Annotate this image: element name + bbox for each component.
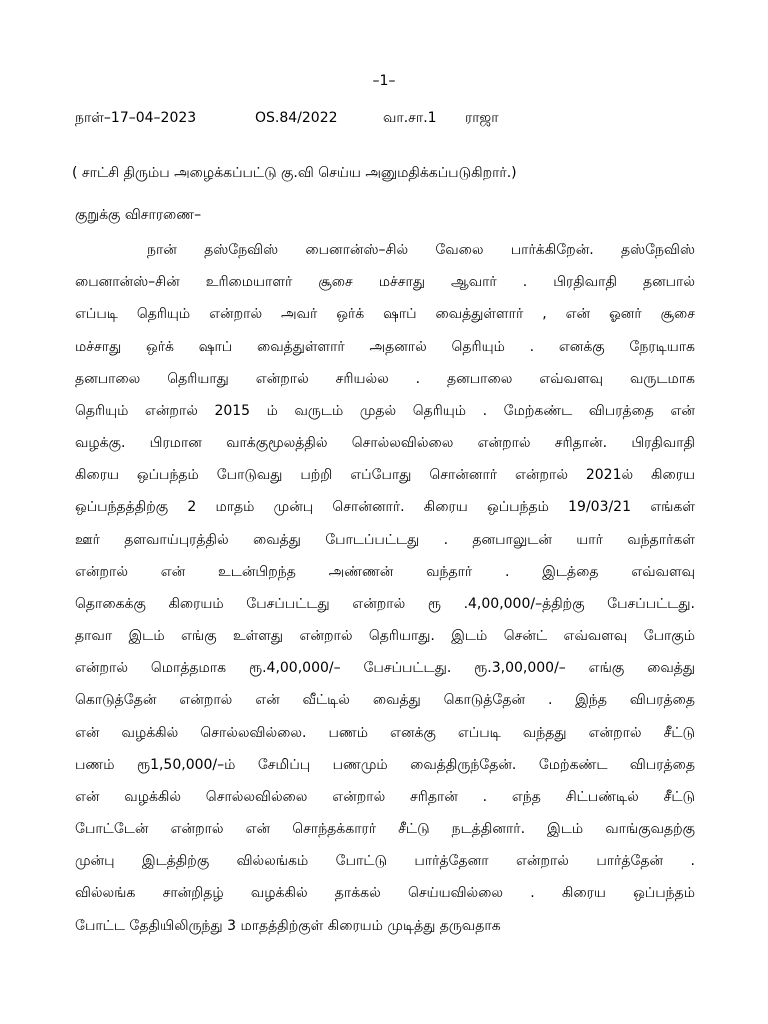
page-number: –1– xyxy=(372,73,396,89)
body-line: கொடுத்தேன் என்றால் என் வீட்டில் வைத்து கொடுத்தேன் . இந்த விபரத்தை xyxy=(75,692,695,708)
body-line: மச்சாது ஒர்க் ஷாப் வைத்துள்ளார் அதனால் தெரியும் . எனக்கு நேரடியாக xyxy=(75,339,695,355)
body-line: தெரியும் என்றால் 2015 ம் வருடம் முதல் தெரியும் . மேற்கண்ட விபரத்தை என் xyxy=(75,403,695,419)
case-header xyxy=(75,108,499,128)
body-line: நான் தஸ்நேவிஸ் பைனான்ஸ்–சில் வேலை பார்க்கிறேன். தஸ்நேவிஸ் xyxy=(147,242,695,258)
body-line: ஒப்பந்தத்திற்கு 2 மாதம் முன்பு சொன்னார். கிரைய ஒப்பந்தம் 19/03/21 எங்கள் xyxy=(75,499,695,515)
hearing-date: நாள்–17–04–2023 xyxy=(75,110,197,126)
body-line: என்றால் என் உடன்பிறந்த அண்ணன் வந்தார் . இடத்தை எவ்வளவு xyxy=(75,564,695,580)
body-line: என்றால் மொத்தமாக ரூ.4,00,000/– பேசப்பட்டது. ரூ.3,00,000/– எங்கு வைத்து xyxy=(75,660,695,676)
case-number: OS.84/2022 xyxy=(255,110,338,126)
body-line: எப்படி தெரியும் என்றால் அவர் ஒர்க் ஷாப் வைத்துள்ளார் , என் ஓனர் சூசை xyxy=(75,306,695,322)
body-line: ஊர் தளவாய்புரத்தில் வைத்து போடப்பட்டது . தனபாலுடன் யார் வந்தார்கள் xyxy=(75,532,695,548)
body-line: முன்பு இடத்திற்கு வில்லங்கம் போட்டு பார்த்தேனா என்றால் பார்த்தேன் . xyxy=(75,853,695,869)
body-line: போட்ட தேதியிலிருந்து 3 மாதத்திற்குள் கிரையம் முடித்து தருவதாக xyxy=(75,918,501,934)
recall-note: ( சாட்சி திரும்ப அழைக்கப்பட்டு கு.வி செய்ய அனுமதிக்கப்படுகிறார்.) xyxy=(72,165,517,181)
body-line: தொகைக்கு கிரையம் பேசப்பட்டது என்றால் ரூ .4,00,000/–த்திற்கு பேசப்பட்டது. xyxy=(75,596,695,612)
witness-name: ராஜா xyxy=(465,110,499,126)
body-line: தாவா இடம் எங்கு உள்ளது என்றால் தெரியாது. இடம் சென்ட் எவ்வளவு போகும் xyxy=(75,628,695,644)
witness-number: வா.சா.1 xyxy=(383,110,437,126)
body-line: என் வழக்கில் சொல்லவில்லை என்றால் சரிதான் . எந்த சிட்பண்டில் சீட்டு xyxy=(75,789,695,805)
body-line: பணம் ரூ1,50,000/–ம் சேமிப்பு பணமும் வைத்திருந்தேன். மேற்கண்ட விபரத்தை xyxy=(75,757,695,773)
body-line: தனபாலை தெரியாது என்றால் சரியல்ல . தனபாலை எவ்வளவு வருடமாக xyxy=(75,371,695,387)
body-line: போட்டேன் என்றால் என் சொந்தக்காரர் சீட்டு நடத்தினார். இடம் வாங்குவதற்கு xyxy=(75,821,695,837)
body-line: என் வழக்கில் சொல்லவில்லை. பணம் எனக்கு எப்படி வந்தது என்றால் சீட்டு xyxy=(75,725,695,741)
body-line: வில்லங்க சான்றிதழ் வழக்கில் தாக்கல் செய்யவில்லை . கிரைய ஒப்பந்தம் xyxy=(75,885,695,901)
body-line: வழக்கு. பிரமான வாக்குமூலத்தில் சொல்லவில்லை என்றால் சரிதான். பிரதிவாதி xyxy=(75,435,695,451)
body-line: கிரைய ஒப்பந்தம் போடுவது பற்றி எப்போது சொன்னார் என்றால் 2021ல் கிரைய xyxy=(75,467,695,483)
body-line: பைனான்ஸ்–சின் உரிமையாளர் சூசை மச்சாது ஆவார் . பிரதிவாதி தனபால் xyxy=(75,274,695,290)
section-heading: குறுக்கு விசாரணை– xyxy=(75,207,202,223)
